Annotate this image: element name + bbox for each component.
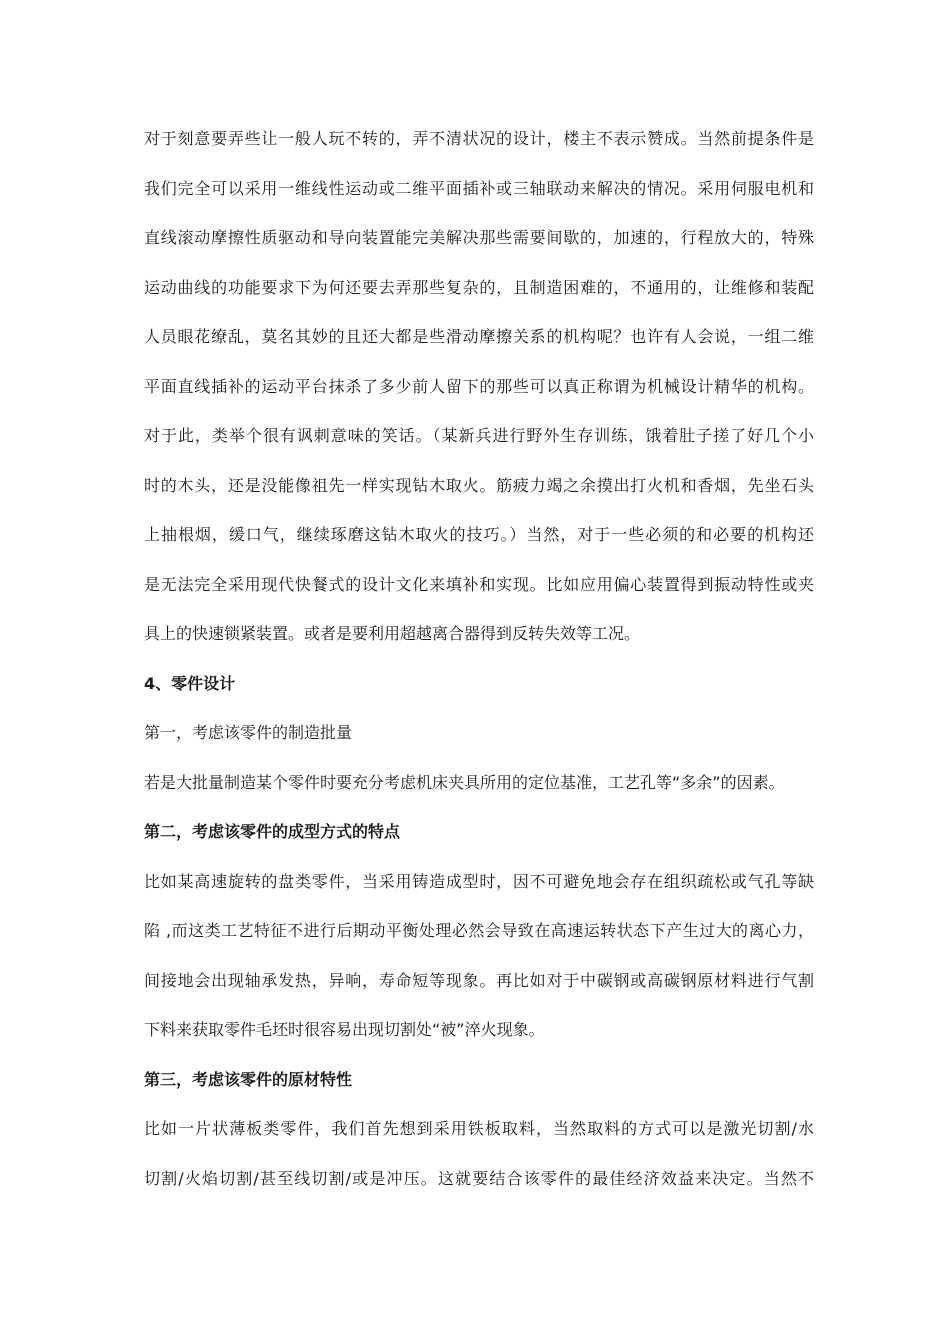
paragraph-line: 平面直线插补的运动平台抹杀了多少前人留下的那些可以真正称谓为机械设计精华的机构。: [144, 376, 814, 396]
section-heading: 4、零件设计: [144, 673, 236, 693]
paragraph-line: 上抽根烟，缓口气，继续琢磨这钻木取火的技巧。）当然，对于一些必须的和必要的机构还: [144, 525, 814, 544]
paragraph-line: 是无法完全采用现代快餐式的设计文化来填补和实现。比如应用偏心装置得到振动特性或夹: [144, 574, 814, 594]
paragraph-line: 我们完全可以采用一维线性运动或二维平面插补或三轴联动来解决的情况。采用伺服电机和: [144, 178, 814, 198]
paragraph-line: 比如某高速旋转的盘类零件，当采用铸造成型时，因不可避免地会存在组织疏松或气孔等缺: [144, 871, 814, 891]
paragraph-line: 时的木头，还是没能像祖先一样实现钻木取火。筋疲力竭之余摸出打火机和香烟，先坐石头: [144, 475, 814, 495]
document-body: [144, 114, 814, 1203]
paragraph-line: 具上的快速锁紧装置。或者是要利用超越离合器得到反转失效等工况。: [144, 624, 641, 643]
paragraph-line: 直线滚动摩擦性质驱动和导向装置能完美解决那些需要间歇的，加速的，行程放大的，特殊: [144, 228, 814, 247]
paragraph-line: 陷 ,而这类工艺特征不进行后期动平衡处理必然会导致在高速运转状态下产生过大的离心力，: [144, 921, 814, 940]
paragraph-line: 对于刻意要弄些让一般人玩不转的，弄不清状况的设计，楼主不表示赞成。当然前提条件是: [144, 129, 814, 148]
paragraph-line: 切割/火焰切割/甚至线切割/或是冲压。这就要结合该零件的最佳经济效益来决定。当然不: [144, 1168, 814, 1188]
paragraph-line: 人员眼花缭乱，莫名其妙的且还大都是些滑动摩擦关系的机构呢？也许有人会说，一组二维: [144, 327, 814, 346]
subsection-heading: 第一，考虑该零件的制造批量: [144, 723, 353, 742]
subsection-heading: 第三，考虑该零件的原材特性: [144, 1069, 353, 1089]
paragraph-line: 运动曲线的功能要求下为何还要去弄那些复杂的，且制造困难的，不通用的，让维修和装配: [144, 277, 814, 297]
subsection-heading: 第二，考虑该零件的成型方式的特点: [144, 822, 401, 841]
paragraph-line: 若是大批量制造某个零件时要充分考虑机床夹具所用的定位基准，工艺孔等“多余”的因素。: [144, 772, 785, 792]
paragraph-line: 间接地会出现轴承发热，异响，寿命短等现象。再比如对于中碳钢或高碳钢原材料进行气割: [144, 970, 814, 990]
paragraph-line: 下料来获取零件毛坯时很容易出现切割处“被”淬火现象。: [144, 1020, 545, 1039]
paragraph-line: 对于此，类举个很有讽刺意味的笑话。（某新兵进行野外生存训练，饿着肚子搓了好几个小: [144, 426, 814, 445]
paragraph-line: 比如一片状薄板类零件，我们首先想到采用铁板取料，当然取料的方式可以是激光切割/水: [144, 1119, 814, 1138]
